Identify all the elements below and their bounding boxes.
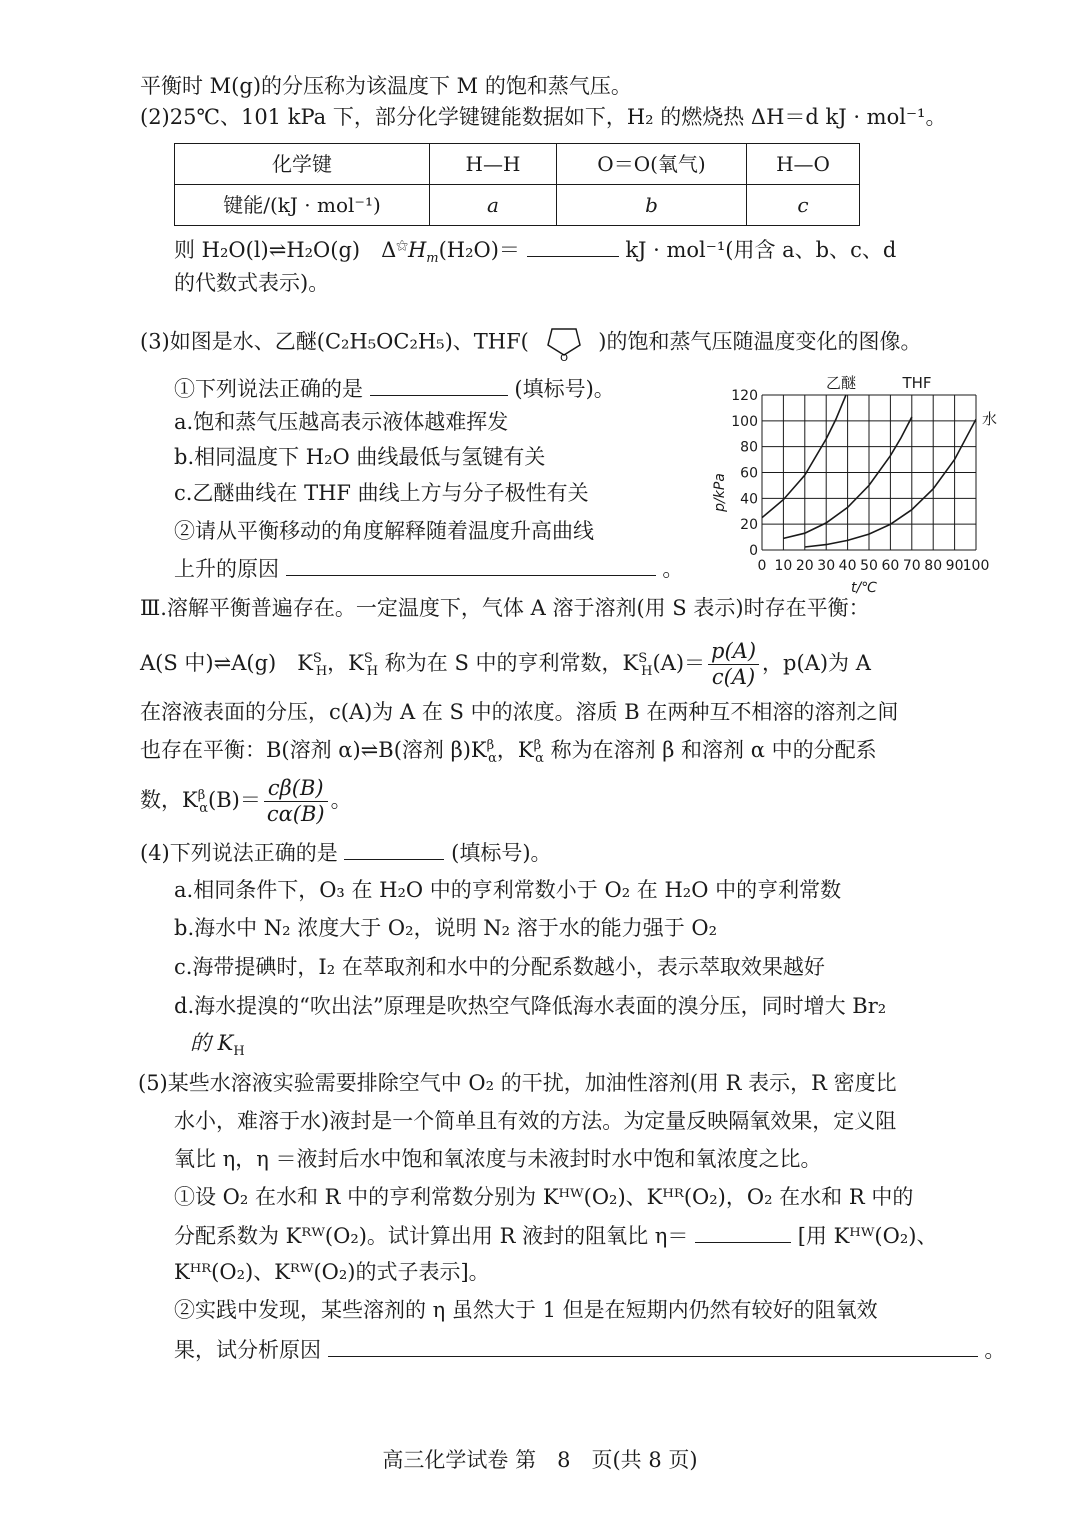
intro-text: 平衡时 M(g)的分压称为该温度下 M 的饱和蒸气压。: [140, 74, 632, 98]
q3-stem-text: (3)如图是水、乙醚(C₂H₅OC₂H₅)、THF(: [140, 329, 529, 354]
x-tick-label: 0: [757, 558, 767, 574]
series-label: 水: [982, 410, 998, 428]
q5-line5: [174, 1224, 937, 1247]
part3-line1: Ⅲ.溶解平衡普遍存在。一定温度下，气体 A 溶于溶剂(用 S 表示)时存在平衡：: [140, 596, 870, 620]
part3-line3: 在溶液表面的分压，c(A)为 A 在 S 中的浓度。溶质 B 在两种互不相溶的溶剂之间: [140, 700, 899, 724]
fraction-denominator: c(A): [711, 665, 756, 689]
svg-text:O: O: [559, 353, 568, 363]
q2-ask-text: 则 H₂O(l)⇌H₂O(g) Δ: [174, 238, 397, 262]
table-row-label: 键能/(kJ · mol⁻¹): [175, 185, 430, 226]
table-header: O＝O(氧气): [557, 144, 747, 185]
answer-blank-q3-2[interactable]: [286, 557, 656, 576]
subscript: α: [488, 751, 497, 767]
y-tick-label: 60: [740, 465, 758, 482]
x-tick-label: 20: [795, 558, 814, 574]
y-tick-label: 80: [740, 439, 758, 456]
q4-option-b: b.海水中 N₂ 浓度大于 O₂，说明 N₂ 溶于水的能力强于 O₂: [174, 916, 718, 940]
q4-option-a: a.相同条件下，O₃ 在 H₂O 中的亨利常数小于 O₂ 在 H₂O 中的亨利常数: [174, 878, 842, 902]
x-tick-label: 80: [924, 558, 943, 574]
subscript: H: [233, 1044, 245, 1060]
q2-ask-line: 则 H₂O(l)⇌H₂O(g) $\Delta^⚝H_m(H_2O)=$ kJ · mol⁻¹(用含 a、b、c、d: [174, 238, 897, 267]
x-tick-label: 50: [860, 558, 878, 574]
q2-stem: (2)25℃、101 kPa 下，部分化学键键能数据如下，H₂ 的燃烧热 ΔH＝d kJ · mol⁻¹。: [140, 105, 947, 129]
q5-line4: ①设 O₂ 在水和 R 中的亨利常数分别为 Kᴴᵂ(O₂)、Kᴴᴿ(O₂)，O₂ 在水和 R 中的: [174, 1185, 914, 1209]
answer-blank-q3-1[interactable]: [370, 377, 508, 396]
q5-line7: ②实践中发现，某些溶剂的 η 虽然大于 1 但是在短期内仍然有较好的阻氧效: [174, 1298, 878, 1322]
table-cell: b: [557, 185, 747, 226]
subscript: H: [315, 664, 328, 680]
q5-line2: 水小，难溶于水)液封是一个简单且有效的方法。为定量反映隔氧效果，定义阻: [174, 1109, 897, 1133]
table-cell: c: [747, 185, 860, 226]
subscript: H: [641, 664, 653, 680]
x-tick-label: 60: [881, 558, 900, 574]
y-tick-label: 120: [731, 388, 758, 404]
q5-line1: (5)某些水溶液实验需要排除空气中 O₂ 的干扰，加油性溶剂(用 R 表示，R 密度比: [138, 1071, 897, 1095]
series-label: THF: [902, 374, 932, 392]
part3-text: 称为在 S 中的亨利常数，K: [378, 651, 639, 675]
q3-sub1-text: ①下列说法正确的是: [174, 377, 363, 401]
q2-ask-symbol: H: [407, 238, 427, 262]
q5-line8: [174, 1338, 1005, 1361]
superscript: β: [533, 738, 542, 753]
series-label: 乙醚: [825, 374, 857, 392]
table-header: H—H: [430, 144, 557, 185]
fraction-numerator: p(A): [708, 641, 759, 665]
q3-sub2-text: 上升的原因: [174, 557, 279, 581]
part3-text: 。: [330, 788, 352, 812]
q3-sub1-tail: (填标号)。: [514, 377, 615, 401]
fraction-denominator: cα(B): [266, 802, 325, 826]
y-tick-label: 0: [749, 543, 758, 559]
q4-stem: [140, 841, 552, 864]
y-tick-label: 40: [740, 491, 758, 508]
q3-stem-text: )的饱和蒸气压随温度变化的图像。: [598, 329, 922, 354]
subscript: α: [535, 751, 544, 767]
y-axis-label: p/kPa: [712, 473, 728, 512]
q5-line6: Kᴴᴿ(O₂)、Kᴿᵂ(O₂)的式子表示]。: [174, 1260, 490, 1284]
q3-stem: [140, 323, 921, 363]
subscript: α: [199, 801, 208, 817]
superscript: β: [486, 738, 495, 753]
superscript: S: [638, 651, 648, 666]
part3-line2: [140, 641, 871, 688]
partition-fraction: [264, 778, 328, 825]
q4-stem-text: (4)下列说法正确的是: [140, 841, 338, 865]
q2-ask-text: kJ · mol⁻¹(用含 a、b、c、d: [625, 238, 897, 262]
x-tick-label: 40: [838, 558, 857, 574]
table-header: 化学键: [175, 144, 430, 185]
q3-sub1: [174, 377, 615, 400]
answer-blank-q4[interactable]: [344, 841, 444, 860]
q4-stem-tail: (填标号)。: [451, 841, 552, 865]
part3-text: (B)＝: [208, 788, 261, 812]
q5-text: 分配系数为 Kᴿᵂ(O₂)。试计算出用 R 液封的阻氧比 η＝: [174, 1224, 689, 1248]
y-tick-label: 100: [731, 413, 758, 430]
answer-blank-q5-2[interactable]: [328, 1338, 978, 1357]
bond-energy-table: [174, 143, 860, 226]
superscript: β: [197, 788, 206, 803]
q4-option-c: c.海带提碘时，I₂ 在萃取剂和水中的分配系数越小，表示萃取效果越好: [174, 955, 825, 979]
q2-ask-text: (H₂O)＝: [438, 238, 520, 262]
q3-option-c: c.乙醚曲线在 THF 曲线上方与分子极性有关: [174, 481, 589, 505]
part3-text: 称为在溶剂 β 和溶剂 α 中的分配系: [543, 738, 877, 762]
answer-blank-q2[interactable]: [527, 238, 619, 257]
series-line: [762, 372, 880, 518]
thf-ring-icon: [536, 323, 592, 363]
x-tick-label: 30: [817, 558, 836, 574]
standard-state-symbol: ⚝: [396, 238, 408, 252]
q2-ask-line-2: 的代数式表示)。: [174, 271, 330, 295]
part3-text: 也存在平衡：B(溶剂 α)⇌B(溶剂 β)K: [140, 738, 487, 762]
part3-text: ，p(A)为 A: [762, 651, 871, 675]
part3-text: A(S 中)⇌A(g) K: [140, 651, 313, 675]
q5-text: 果，试分析原因: [174, 1338, 321, 1362]
q4-text: 的 K: [190, 1031, 234, 1055]
part3-line5: [140, 778, 352, 825]
q4-option-d-line2: [190, 1033, 245, 1058]
table-cell: a: [430, 185, 557, 226]
x-tick-label: 90: [945, 558, 964, 574]
y-tick-label: 20: [740, 517, 758, 534]
vapor-pressure-chart: [700, 372, 1020, 600]
q5-line3: 氧比 η，η ＝液封后水中饱和氧浓度与未液封时水中饱和氧浓度之比。: [174, 1147, 822, 1171]
superscript: S: [363, 651, 373, 666]
answer-blank-q5-1[interactable]: [695, 1224, 791, 1243]
part3-text: 数，K: [140, 788, 198, 812]
q5-end: 。: [984, 1338, 1006, 1362]
part3-text: (A)＝: [652, 651, 706, 675]
page-footer: 高三化学试卷 第 8 页(共 8 页): [382, 1448, 698, 1472]
table-header: H—O: [747, 144, 860, 185]
q3-sub2-line2: [174, 557, 683, 580]
q3-option-a: a.饱和蒸气压越高表示液体越难挥发: [174, 410, 509, 434]
x-axis-label: t/℃: [851, 580, 877, 596]
part3-line4: [140, 739, 877, 765]
superscript: S: [312, 651, 322, 666]
x-tick-label: 100: [962, 558, 990, 574]
subscript: H: [366, 664, 379, 680]
fraction-numerator: cβ(B): [264, 778, 328, 802]
henry-fraction: [708, 641, 759, 688]
part3-text: ，K: [496, 738, 534, 762]
q5-text: [用 Kᴴᵂ(O₂)、: [797, 1224, 938, 1248]
x-tick-label: 10: [774, 558, 793, 574]
x-tick-label: 70: [902, 558, 921, 574]
q3-sub2-line1: ②请从平衡移动的角度解释随着温度升高曲线: [174, 519, 594, 543]
q4-option-d-line1: d.海水提溴的“吹出法”原理是吹热空气降低海水表面的溴分压，同时增大 Br₂: [174, 994, 887, 1018]
part3-text: ，K: [327, 651, 364, 675]
q3-sub2-end: 。: [662, 557, 684, 581]
q3-option-b: b.相同温度下 H₂O 曲线最低与氢键有关: [174, 445, 546, 469]
